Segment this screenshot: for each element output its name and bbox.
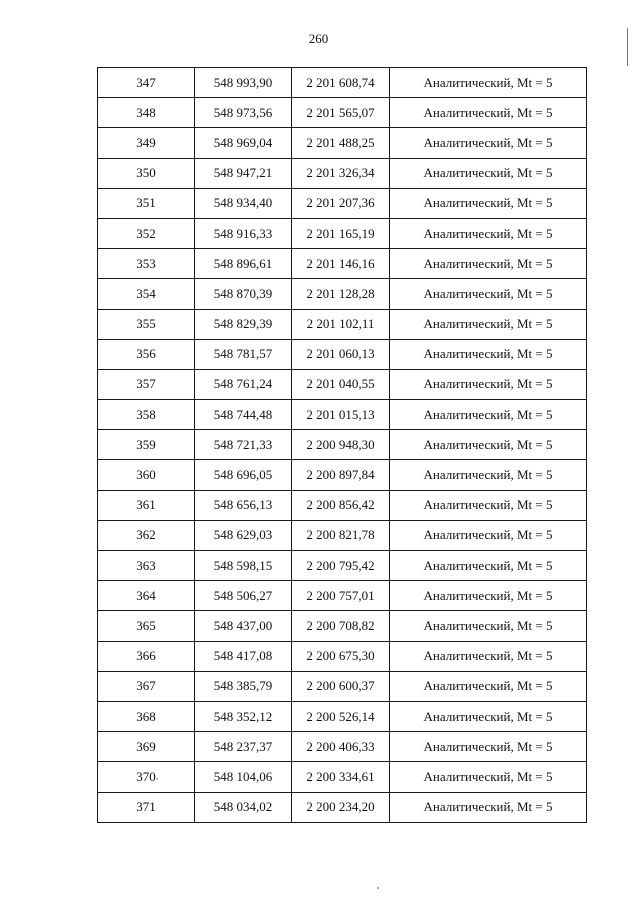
x-coordinate-cell: 548 781,57 [195,339,292,369]
point-number-cell: 352 [98,218,195,248]
x-coordinate-cell: 548 916,33 [195,218,292,248]
y-coordinate-cell: 2 200 675,30 [292,641,390,671]
method-cell: Аналитический, Mt = 5 [390,551,587,581]
x-coordinate-cell: 548 629,03 [195,520,292,550]
y-coordinate-cell: 2 200 897,84 [292,460,390,490]
x-coordinate-cell: 548 934,40 [195,188,292,218]
x-coordinate-cell: 548 034,02 [195,792,292,822]
y-coordinate-cell: 2 201 040,55 [292,369,390,399]
table-row [98,490,587,520]
y-coordinate-cell: 2 201 146,16 [292,249,390,279]
method-cell: Аналитический, Mt = 5 [390,581,587,611]
x-coordinate-cell: 548 696,05 [195,460,292,490]
method-cell: Аналитический, Mt = 5 [390,732,587,762]
table-row [98,611,587,641]
table-row [98,309,587,339]
y-coordinate-cell: 2 201 060,13 [292,339,390,369]
point-number-cell: 370 [98,762,195,792]
y-coordinate-cell: 2 200 948,30 [292,430,390,460]
method-cell: Аналитический, Mt = 5 [390,701,587,731]
coordinates-table-body [98,68,587,823]
x-coordinate-cell: 548 721,33 [195,430,292,460]
point-number-cell: 363 [98,551,195,581]
point-number-cell: 359 [98,430,195,460]
method-cell: Аналитический, Mt = 5 [390,611,587,641]
method-cell: Аналитический, Mt = 5 [390,369,587,399]
point-number-cell: 367 [98,671,195,701]
method-cell: Аналитический, Mt = 5 [390,430,587,460]
x-coordinate-cell: 548 947,21 [195,158,292,188]
table-row [98,641,587,671]
x-coordinate-cell: 548 761,24 [195,369,292,399]
point-number-cell: 358 [98,400,195,430]
table-row [98,98,587,128]
y-coordinate-cell: 2 201 608,74 [292,68,390,98]
y-coordinate-cell: 2 200 821,78 [292,520,390,550]
x-coordinate-cell: 548 437,00 [195,611,292,641]
point-number-cell: 355 [98,309,195,339]
y-coordinate-cell: 2 201 207,36 [292,188,390,218]
table-row [98,249,587,279]
point-number-cell: 369 [98,732,195,762]
y-coordinate-cell: 2 200 526,14 [292,701,390,731]
point-number-cell: 357 [98,369,195,399]
table-row [98,460,587,490]
x-coordinate-cell: 548 656,13 [195,490,292,520]
x-coordinate-cell: 548 237,37 [195,732,292,762]
x-coordinate-cell: 548 598,15 [195,551,292,581]
point-number-cell: 353 [98,249,195,279]
table-row [98,400,587,430]
y-coordinate-cell: 2 201 326,34 [292,158,390,188]
point-number-cell: 368 [98,701,195,731]
y-coordinate-cell: 2 200 334,61 [292,762,390,792]
y-coordinate-cell: 2 201 128,28 [292,279,390,309]
table-row [98,732,587,762]
method-cell: Аналитический, Mt = 5 [390,400,587,430]
method-cell: Аналитический, Mt = 5 [390,98,587,128]
table-row [98,581,587,611]
x-coordinate-cell: 548 417,08 [195,641,292,671]
point-number-cell: 349 [98,128,195,158]
point-number-cell: 360 [98,460,195,490]
table-row [98,701,587,731]
method-cell: Аналитический, Mt = 5 [390,641,587,671]
method-cell: Аналитический, Mt = 5 [390,249,587,279]
table-row [98,762,587,792]
table-row [98,218,587,248]
table-row [98,369,587,399]
x-coordinate-cell: 548 352,12 [195,701,292,731]
y-coordinate-cell: 2 200 856,42 [292,490,390,520]
point-number-cell: 350 [98,158,195,188]
y-coordinate-cell: 2 200 708,82 [292,611,390,641]
table-row [98,520,587,550]
table-row [98,128,587,158]
table-row [98,339,587,369]
point-number-cell: 365 [98,611,195,641]
y-coordinate-cell: 2 200 234,20 [292,792,390,822]
table-row [98,671,587,701]
point-number-cell: 348 [98,98,195,128]
x-coordinate-cell: 548 870,39 [195,279,292,309]
coordinates-table [97,67,587,823]
table-row [98,158,587,188]
table-row [98,279,587,309]
page-number: 260 [308,31,329,46]
point-number-cell: 366 [98,641,195,671]
method-cell: Аналитический, Mt = 5 [390,188,587,218]
table-row [98,430,587,460]
x-coordinate-cell: 548 104,06 [195,762,292,792]
point-number-cell: 356 [98,339,195,369]
method-cell: Аналитический, Mt = 5 [390,339,587,369]
method-cell: Аналитический, Mt = 5 [390,490,587,520]
method-cell: Аналитический, Mt = 5 [390,762,587,792]
method-cell: Аналитический, Mt = 5 [390,792,587,822]
scan-edge-mark [627,28,628,66]
scan-speck [377,887,379,889]
y-coordinate-cell: 2 201 565,07 [292,98,390,128]
x-coordinate-cell: 548 969,04 [195,128,292,158]
point-number-cell: 371 [98,792,195,822]
point-number-cell: 362 [98,520,195,550]
x-coordinate-cell: 548 993,90 [195,68,292,98]
table-row [98,68,587,98]
x-coordinate-cell: 548 896,61 [195,249,292,279]
y-coordinate-cell: 2 200 600,37 [292,671,390,701]
point-number-cell: 361 [98,490,195,520]
y-coordinate-cell: 2 200 795,42 [292,551,390,581]
method-cell: Аналитический, Mt = 5 [390,309,587,339]
y-coordinate-cell: 2 200 757,01 [292,581,390,611]
y-coordinate-cell: 2 200 406,33 [292,732,390,762]
method-cell: Аналитический, Mt = 5 [390,460,587,490]
method-cell: Аналитический, Mt = 5 [390,158,587,188]
method-cell: Аналитический, Mt = 5 [390,128,587,158]
y-coordinate-cell: 2 201 488,25 [292,128,390,158]
x-coordinate-cell: 548 829,39 [195,309,292,339]
table-row [98,792,587,822]
point-number-cell: 364 [98,581,195,611]
y-coordinate-cell: 2 201 015,13 [292,400,390,430]
method-cell: Аналитический, Mt = 5 [390,218,587,248]
point-number-cell: 351 [98,188,195,218]
x-coordinate-cell: 548 973,56 [195,98,292,128]
method-cell: Аналитический, Mt = 5 [390,520,587,550]
point-number-cell: 354 [98,279,195,309]
table-row [98,188,587,218]
x-coordinate-cell: 548 385,79 [195,671,292,701]
x-coordinate-cell: 548 744,48 [195,400,292,430]
y-coordinate-cell: 2 201 165,19 [292,218,390,248]
method-cell: Аналитический, Mt = 5 [390,279,587,309]
method-cell: Аналитический, Mt = 5 [390,671,587,701]
point-number-cell: 347 [98,68,195,98]
x-coordinate-cell: 548 506,27 [195,581,292,611]
table-row [98,551,587,581]
method-cell: Аналитический, Mt = 5 [390,68,587,98]
y-coordinate-cell: 2 201 102,11 [292,309,390,339]
